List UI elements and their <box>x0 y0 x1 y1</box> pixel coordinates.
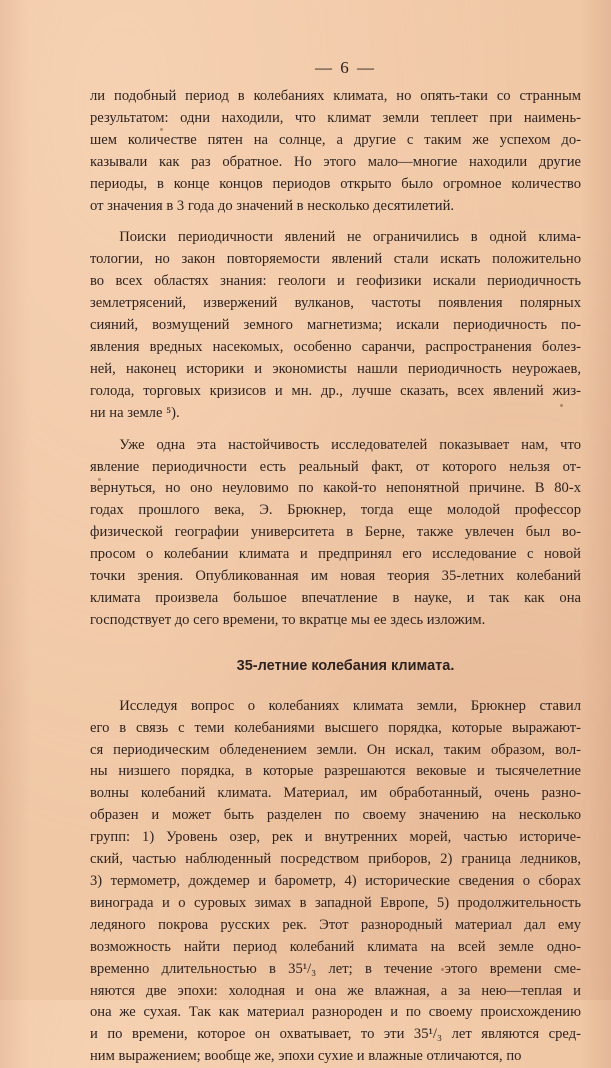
text-line: вернуться, но оно неуловимо по какой-то непонятной причине. В 80-х <box>90 480 581 497</box>
body-text <box>90 86 581 632</box>
text-line: ский, частью наблюденный посредством приборов, 2) граница ледников, <box>90 851 581 868</box>
paragraph <box>90 696 581 1068</box>
text-line: землетрясений, извержений вулканов, частоты появления полярных <box>90 295 581 312</box>
text-line: просом о колебании климата и предпринял его исследование с новой <box>90 546 581 563</box>
text-line: 3) термометр, дождемер и барометр, 4) исторические сведения о сборах <box>90 873 581 889</box>
text-line: периоды, в конце концов периодов открыто было огромное количество <box>90 175 581 192</box>
text-line: ней, наконец историки и экономисты нашли периодичность неурожаев, <box>90 360 581 377</box>
text-line: господствует до сего времени, то вкратце мы ее здесь изложим. <box>90 611 486 628</box>
text-line: результатом: одни находили, что климат земли теплеет при наимень- <box>90 109 581 126</box>
text-line: казывали как раз обратное. Но этого мало—многие находили другие <box>90 153 581 170</box>
paper-speck <box>441 968 444 971</box>
text-line: Поиски периодичности явлений не ограничились в одной клима- <box>119 229 581 246</box>
text-line: она же сухая. Так как материал разнороден и по своему происхождению <box>90 1004 581 1021</box>
text-line: ни на земле ⁵). <box>90 404 180 421</box>
paragraph-gap <box>90 425 581 435</box>
paper-speck <box>98 478 101 481</box>
text-line: климата произвела большое впечатление в науке, и так как она <box>90 589 581 606</box>
text-line: ним выражением; вообще же, эпохи сухие и влажные отличаются, по <box>90 1048 522 1065</box>
text-line: временно длительностью в 35¹/₃ лет; в течение этого времени сме- <box>90 960 581 977</box>
paper-speck <box>160 128 163 131</box>
paragraph <box>90 227 581 424</box>
page-number: — 6 — <box>315 58 376 77</box>
text-line: во всех областях знания: геологи и геофизики искали периодичность <box>90 273 581 290</box>
text-line: винограда и о суровых зимах в западной Европе, 5) продолжительность <box>90 894 581 911</box>
paragraph <box>90 86 581 217</box>
text-line: от значения в 3 года до значений в несколько десятилетий. <box>90 197 455 214</box>
text-line: явление периодичности есть реальный факт, от которого нельзя от- <box>90 458 581 475</box>
text-line: волны колебаний климата. Материал, им обработанный, очень разно- <box>90 785 581 802</box>
paragraph-gap <box>90 217 581 227</box>
text-line: няются две эпохи: холодная и она же влажная, а за нею—теплая и <box>90 982 581 999</box>
section-body-text <box>90 696 581 1068</box>
text-line: годах прошлого века, Э. Брюкнер, тогда еще молодой профессор <box>90 502 581 519</box>
text-line: голода, торговых кризисов и мн. др., лучше сказать, всех явлений жиз- <box>90 382 581 399</box>
text-line: ся периодическим обледенением земли. Он искал, таким образом, вол- <box>90 741 581 758</box>
paragraph <box>90 435 581 632</box>
text-line: физической географии университета в Берне, также увлечен был во- <box>90 524 581 541</box>
text-line: тологии, но закон повторяемости явлений стали искать положительно <box>90 251 581 268</box>
text-line: его в связь с теми колебаниями высшего порядка, которые выражают- <box>90 719 581 736</box>
text-line: образен и может быть разделен по своему значению на несколько <box>90 807 581 824</box>
text-line: ледяного покрова русских рек. Этот разнородный материал дал ему <box>90 916 581 933</box>
text-line: явления вредных насекомых, особенно саранчи, распространения болез- <box>90 338 581 355</box>
text-line: сияний, возмущений земного магнетизма; искали периодичность по- <box>90 317 581 334</box>
text-line: групп: 1) Уровень озер, рек и внутренних морей, частью историче- <box>90 829 581 846</box>
section-heading: 35-летние колебания климата. <box>236 657 455 674</box>
text-line: и по времени, которое он охватывает, то эти 35¹/₃ лет являются сред- <box>90 1026 581 1043</box>
text-line: шем количестве пятен на солнце, а другие с таким же успехом до- <box>90 131 581 148</box>
paper-speck <box>560 404 563 407</box>
text-line: Уже одна эта настойчивость исследователей показывает нам, что <box>119 436 581 453</box>
text-line: ны низшего порядка, в которые разрешаются вековые и тысячелетние <box>90 763 581 780</box>
text-line: ли подобный период в колебаниях климата, но опять-таки со странным <box>90 88 581 104</box>
text-line: возможность найти период колебаний климата на всей земле одно- <box>90 938 581 955</box>
text-line: Исследуя вопрос о колебаниях климата земли, Брюкнер ставил <box>119 697 581 714</box>
text-line: точки зрения. Опубликованная им новая теория 35-летних колебаний <box>90 568 581 585</box>
